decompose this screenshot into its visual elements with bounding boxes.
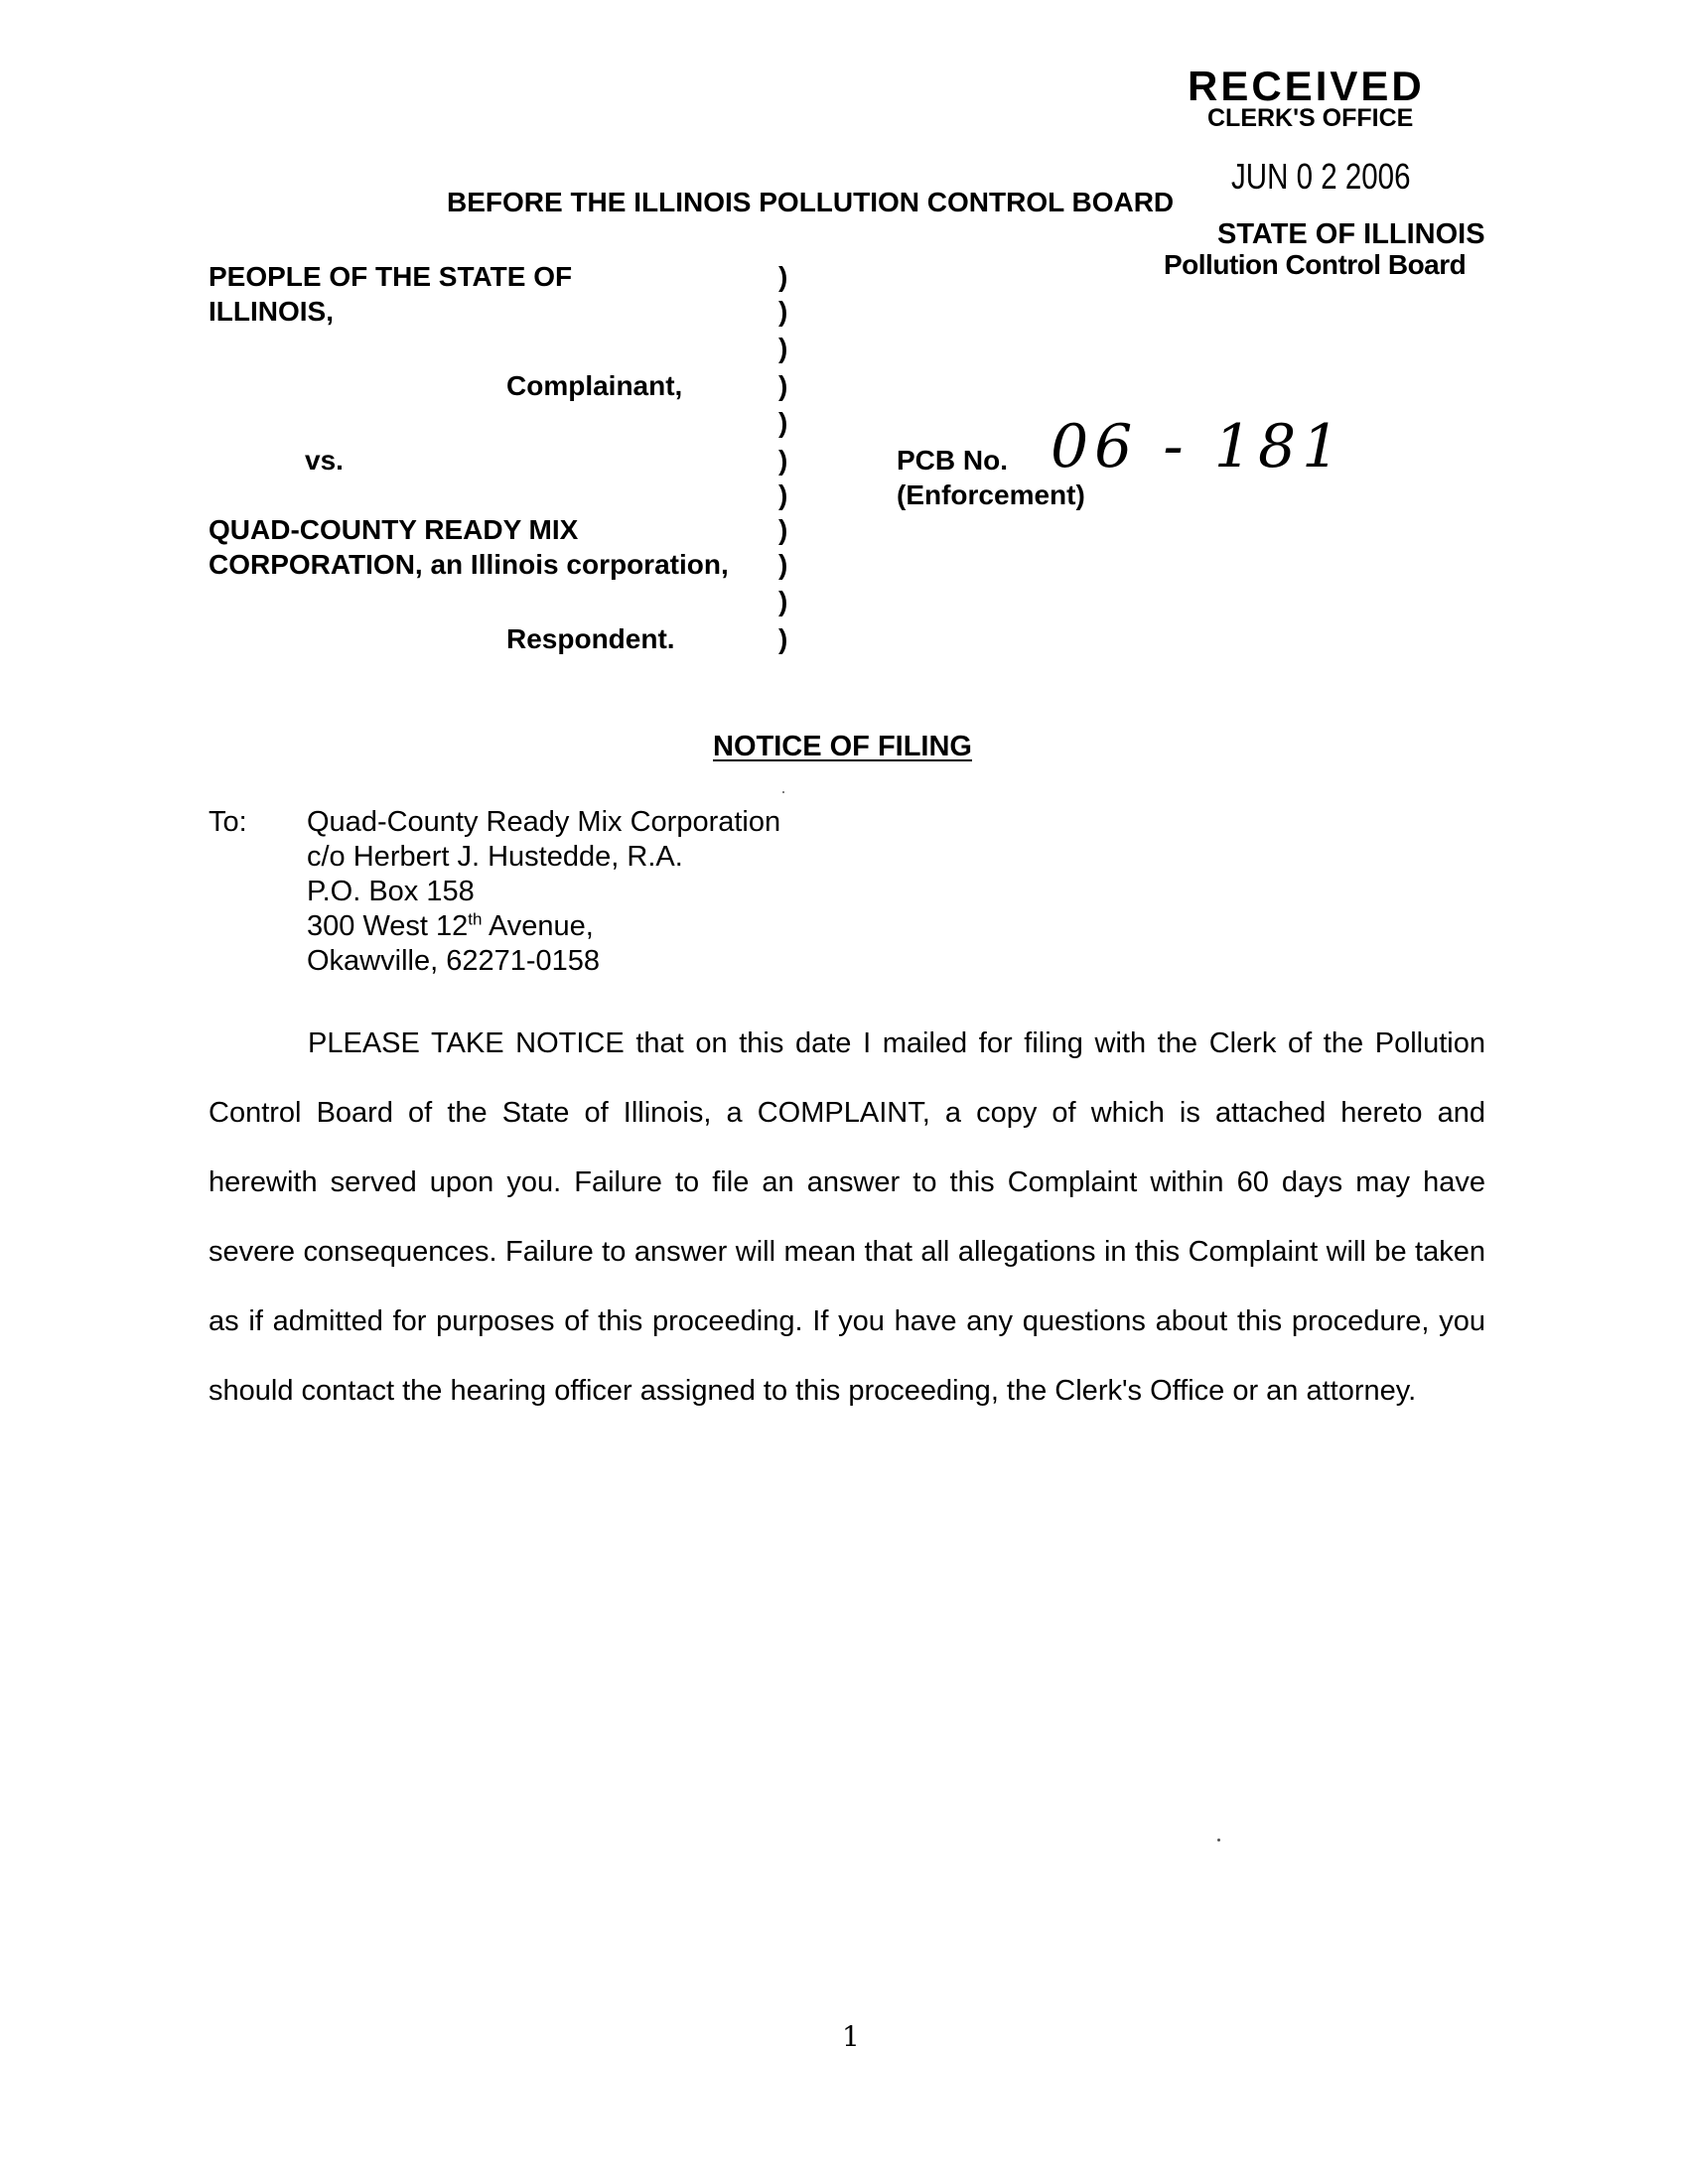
scan-speck [1217, 1839, 1220, 1842]
caption-paren: ) [778, 296, 788, 327]
respondent-name-line2: CORPORATION, an Illinois corporation, [209, 549, 729, 580]
caption-paren: ) [778, 261, 788, 292]
address-line: P.O. Box 158 [307, 876, 475, 907]
versus-label: vs. [305, 445, 344, 476]
stamp-date: JUN 0 2 2006 [1231, 156, 1411, 197]
complainant-name-line2: ILLINOIS, [209, 296, 334, 327]
address-line: Okawville, 62271-0158 [307, 945, 601, 977]
caption-paren: ) [778, 333, 788, 363]
scan-speck [782, 791, 784, 793]
stamp-received: RECEIVED [1188, 63, 1425, 109]
stamp-board: Pollution Control Board [1164, 249, 1467, 280]
caption-paren: ) [778, 623, 788, 654]
complainant-role: Complainant, [506, 370, 683, 401]
page-number: 1 [842, 2020, 860, 2053]
address-street: 300 West 12 [307, 910, 469, 942]
board-heading: BEFORE THE ILLINOIS POLLUTION CONTROL BOARD [447, 187, 1175, 217]
address-ordinal-suffix: th [468, 909, 483, 929]
respondent-role: Respondent. [506, 623, 675, 654]
address-line: c/o Herbert J. Hustedde, R.A. [307, 841, 683, 873]
address-block [307, 805, 780, 979]
to-label: To: [209, 806, 247, 838]
caption-paren: ) [778, 549, 788, 580]
caption-paren: ) [778, 445, 788, 476]
case-type: (Enforcement) [897, 479, 1085, 510]
address-line: Quad-County Ready Mix Corporation [307, 806, 781, 838]
notice-body [209, 1009, 1485, 1426]
stamp-state: STATE OF ILLINOIS [1217, 218, 1485, 250]
pcb-number-handwritten: 06 - 181 [1051, 412, 1346, 481]
caption-paren: ) [778, 479, 788, 510]
caption-paren: ) [778, 370, 788, 401]
pcb-label: PCB No. [897, 445, 1008, 476]
address-street-suffix: Avenue, [482, 910, 594, 942]
notice-title: NOTICE OF FILING [713, 731, 972, 762]
caption-paren: ) [778, 514, 788, 545]
respondent-name-line1: QUAD-COUNTY READY MIX [209, 514, 579, 545]
caption-paren: ) [778, 407, 788, 438]
complainant-name-line1: PEOPLE OF THE STATE OF [209, 261, 573, 292]
address-line [307, 909, 780, 944]
notice-body-text: PLEASE TAKE NOTICE that on this date I mailed for filing with the Clerk of the Pollution Control Board of the State of Illinois, a COMPLAINT, a copy of which is attached hereto and herewith served upon you. Failure to file an answer to this Complaint within 60 days may have severe consequences. Failure to answer will mean that all allegations in this Complaint will be taken as if admitted for purposes of this proceeding. If you have any questions about this procedure, you should contact the hearing officer assigned to this proceeding, the Clerk's Office or an attorney. [209, 1027, 1485, 1407]
caption-paren: ) [778, 586, 788, 616]
stamp-clerks-office: CLERK'S OFFICE [1207, 104, 1414, 132]
